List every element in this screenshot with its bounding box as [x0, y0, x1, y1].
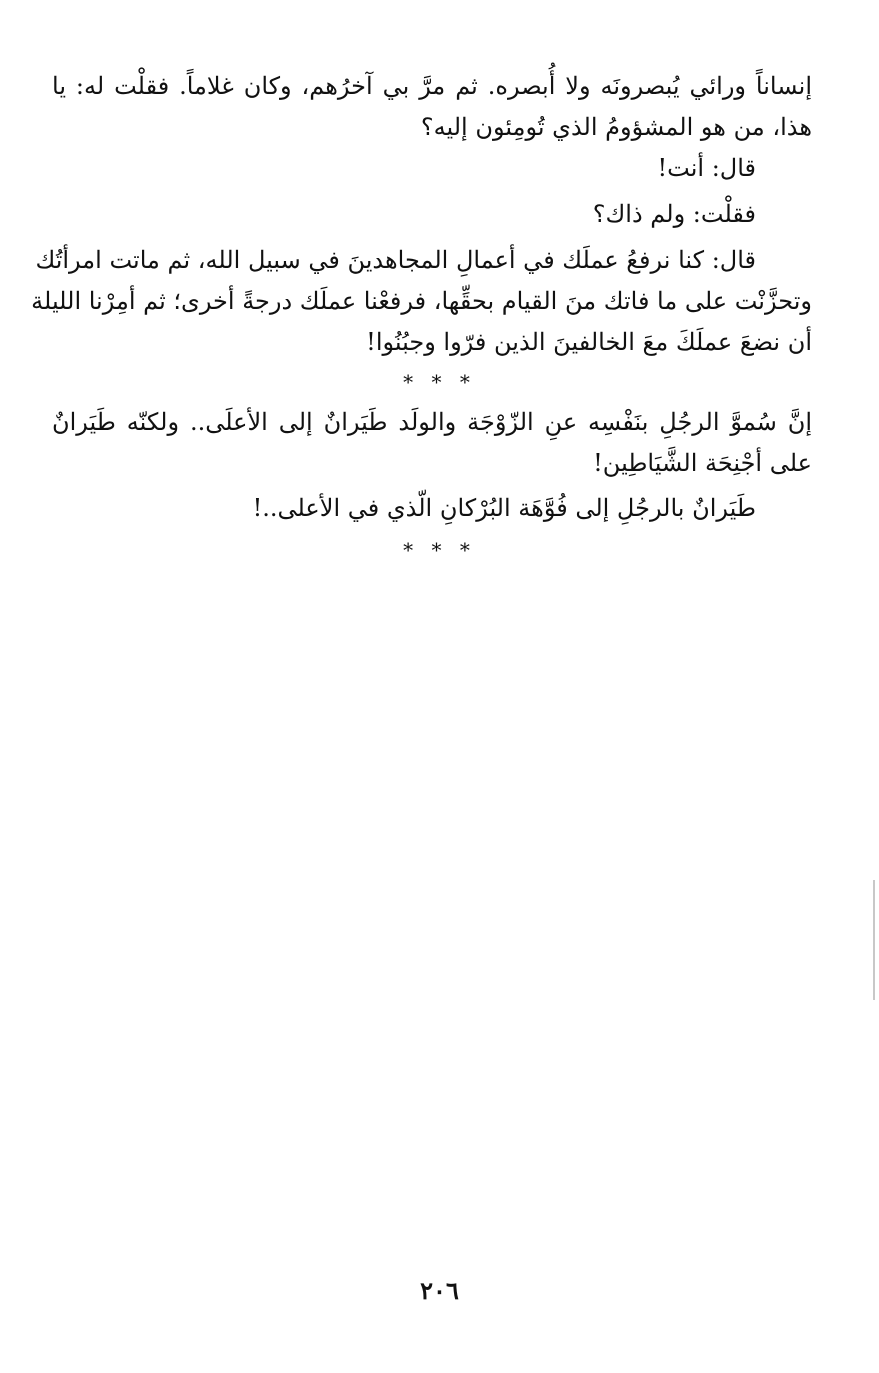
paragraph-4: [31, 240, 812, 363]
paragraph-6-text: طَيَرانٌ بالرجُلِ إلى فُوَّهَة البُرْكانِ الّذي في الأعلى..!: [252, 494, 756, 522]
paragraph-4-line-1: قال: كنا نرفعُ عملَك في أعمالِ المجاهدينَ في سبيل الله، ثم ماتت امرأتُك: [35, 246, 756, 274]
paragraph-1-line-1: إنساناً ورائي يُبصرونَه ولا أُبصره. ثم مرَّ بي آخرُهم، وكان غلاماً. فقلْت له: يا: [52, 72, 812, 100]
paragraph-2-text: قال: أنت!: [657, 154, 756, 182]
paragraph-1: [52, 66, 812, 148]
paragraph-5-line-2: على أجْنِحَة الشَّيَاطِين!: [593, 449, 812, 477]
paragraph-6: [52, 488, 812, 529]
scan-edge-mark: [873, 880, 875, 1000]
paragraph-4-line-2: وتحزَّنْت على ما فاتك منَ القيام بحقِّها، فرفعْنا عملَك درجةً أخرى؛ ثم أمِرْنا الليلة: [31, 287, 812, 315]
section-separator-2: * * *: [403, 538, 476, 562]
paragraph-3: [52, 194, 812, 235]
paragraph-3-text: فقلْت: ولم ذاك؟: [592, 200, 756, 228]
section-separator-1: * * *: [403, 370, 476, 394]
paragraph-2: [52, 148, 812, 189]
paragraph-1-line-2: هذا، من هو المشؤومُ الذي تُومِئون إليه؟: [420, 113, 812, 141]
paragraph-5-line-1: إنَّ سُموَّ الرجُلِ بنَفْسِه عنِ الزّوْجَة والولَد طَيَرانٌ إلى الأعلَى.. ولكنّه طَيَرانٌ: [52, 408, 812, 436]
paragraph-5: [52, 402, 812, 484]
paragraph-4-line-3: أن نضعَ عملَكَ معَ الخالفينَ الذين فرّوا وجبُنُوا!: [366, 328, 812, 356]
page-number: ٢٠٦: [420, 1276, 459, 1305]
